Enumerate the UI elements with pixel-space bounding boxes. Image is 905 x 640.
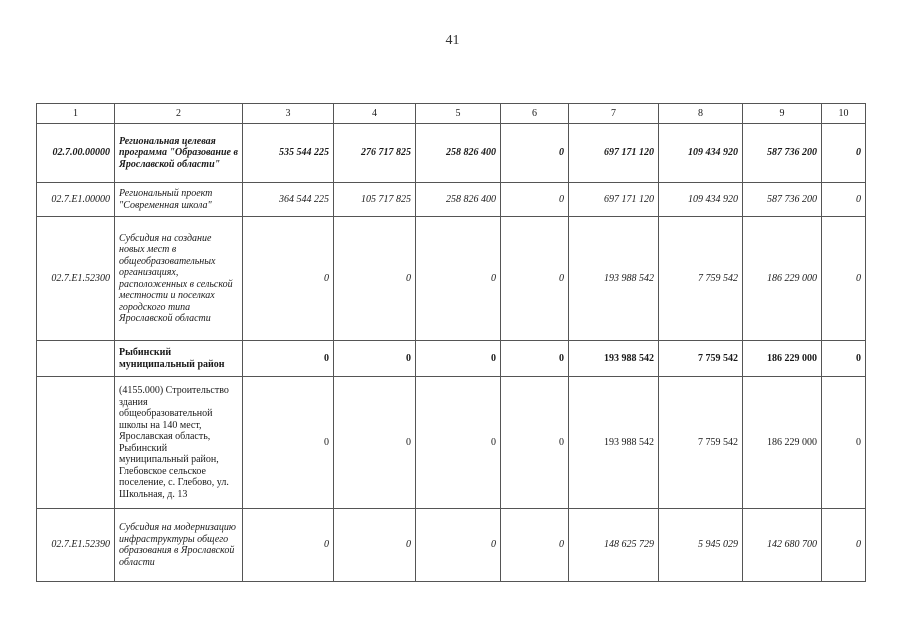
cell-value: 0 (334, 509, 416, 582)
row-name: Рыбинский муниципальный район (115, 341, 243, 377)
cell-value: 193 988 542 (569, 217, 659, 341)
cell-value: 0 (334, 341, 416, 377)
cell-value: 535 544 225 (243, 124, 334, 183)
table-row-subsidy-new-places (37, 217, 866, 341)
cell-value: 109 434 920 (659, 124, 743, 183)
cell-value: 148 625 729 (569, 509, 659, 582)
cell-value: 0 (501, 509, 569, 582)
row-code (37, 341, 115, 377)
cell-value: 0 (416, 341, 501, 377)
column-header-9: 9 (743, 104, 822, 124)
cell-value: 193 988 542 (569, 377, 659, 509)
table-row-program (37, 124, 866, 183)
cell-value: 0 (334, 377, 416, 509)
cell-value: 697 171 120 (569, 183, 659, 217)
cell-value: 0 (822, 217, 866, 341)
row-name: Субсидия на модернизацию инфраструктуры общего образования в Ярославской области (115, 509, 243, 582)
cell-value: 0 (243, 341, 334, 377)
cell-value: 0 (416, 217, 501, 341)
cell-value: 0 (822, 509, 866, 582)
cell-value: 697 171 120 (569, 124, 659, 183)
column-header-5: 5 (416, 104, 501, 124)
cell-value: 186 229 000 (743, 217, 822, 341)
budget-table (36, 103, 866, 582)
cell-value: 109 434 920 (659, 183, 743, 217)
row-name: (4155.000) Строительство здания общеобразовательной школы на 140 мест, Ярославская область, Рыбинский муниципальный район, Глебовское сельское поселение, с. Глебово, ул. Школьная, д. 13 (115, 377, 243, 509)
cell-value: 186 229 000 (743, 341, 822, 377)
column-header-10: 10 (822, 104, 866, 124)
row-code: 02.7.E1.52390 (37, 509, 115, 582)
row-code: 02.7.E1.52300 (37, 217, 115, 341)
cell-value: 193 988 542 (569, 341, 659, 377)
cell-value: 0 (416, 509, 501, 582)
cell-value: 0 (822, 341, 866, 377)
cell-value: 0 (243, 509, 334, 582)
cell-value: 0 (501, 341, 569, 377)
cell-value: 0 (416, 377, 501, 509)
column-header-4: 4 (334, 104, 416, 124)
header-row (37, 104, 866, 124)
cell-value: 0 (501, 124, 569, 183)
cell-value: 258 826 400 (416, 124, 501, 183)
table-row-project (37, 183, 866, 217)
table-row-subsidy-modernization (37, 509, 866, 582)
cell-value: 7 759 542 (659, 217, 743, 341)
cell-value: 0 (822, 183, 866, 217)
page-number: 41 (445, 33, 460, 48)
cell-value: 0 (822, 124, 866, 183)
row-code: 02.7.00.00000 (37, 124, 115, 183)
cell-value: 258 826 400 (416, 183, 501, 217)
cell-value: 7 759 542 (659, 377, 743, 509)
cell-value: 587 736 200 (743, 183, 822, 217)
column-header-6: 6 (501, 104, 569, 124)
cell-value: 0 (822, 377, 866, 509)
table-row-district (37, 341, 866, 377)
row-name: Субсидия на создание новых мест в общеобразовательных организациях, расположенных в сельской местности и поселках городского типа Ярославской области (115, 217, 243, 341)
cell-value: 0 (501, 377, 569, 509)
table-row-construction (37, 377, 866, 509)
cell-value: 142 680 700 (743, 509, 822, 582)
cell-value: 0 (501, 183, 569, 217)
column-header-7: 7 (569, 104, 659, 124)
column-header-3: 3 (243, 104, 334, 124)
cell-value: 276 717 825 (334, 124, 416, 183)
cell-value: 0 (243, 217, 334, 341)
column-header-1: 1 (37, 104, 115, 124)
cell-value: 105 717 825 (334, 183, 416, 217)
cell-value: 186 229 000 (743, 377, 822, 509)
column-header-2: 2 (115, 104, 243, 124)
row-code: 02.7.E1.00000 (37, 183, 115, 217)
column-header-8: 8 (659, 104, 743, 124)
row-name: Региональный проект "Современная школа" (115, 183, 243, 217)
cell-value: 364 544 225 (243, 183, 334, 217)
cell-value: 587 736 200 (743, 124, 822, 183)
cell-value: 5 945 029 (659, 509, 743, 582)
cell-value: 0 (501, 217, 569, 341)
row-code (37, 377, 115, 509)
row-name: Региональная целевая программа "Образование в Ярославской области" (115, 124, 243, 183)
cell-value: 7 759 542 (659, 341, 743, 377)
cell-value: 0 (334, 217, 416, 341)
cell-value: 0 (243, 377, 334, 509)
